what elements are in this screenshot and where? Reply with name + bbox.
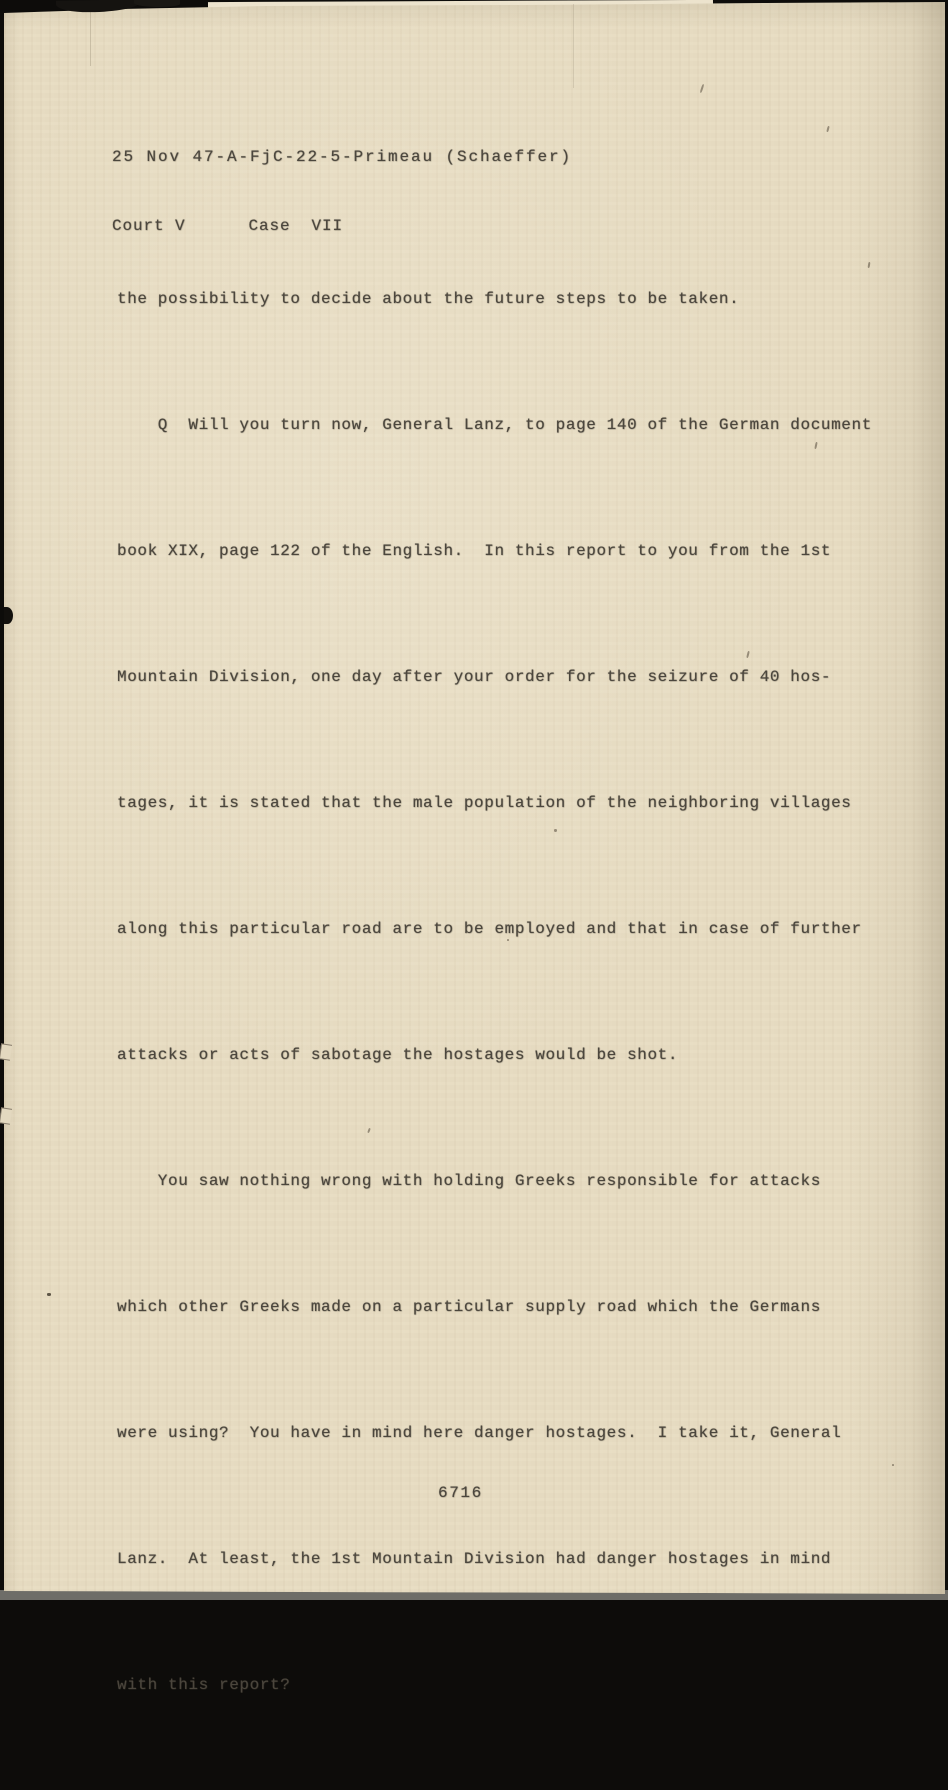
typewritten-line: Mountain Division, one day after your order for the seizure of 40 hos- (117, 668, 832, 686)
transcript-body (117, 194, 872, 1790)
paper-crease (573, 4, 574, 88)
typewritten-line: which other Greeks made on a particular supply road which the Germans (117, 1298, 821, 1316)
typewritten-line: attacks or acts of sabotage the hostages would be shot. (117, 1046, 679, 1064)
scan-artifact-blob (134, 0, 180, 7)
header-court-case-line: Court V Case VII (112, 217, 344, 235)
typewritten-line: Q Will you turn now, General Lanz, to page 140 of the German document (117, 416, 872, 434)
typewritten-line: the possibility to decide about the future steps to be taken. (117, 290, 740, 308)
typewritten-line: Lanz. At least, the 1st Mountain Division had danger hostages in mind (117, 1550, 832, 1568)
typewritten-line: You saw nothing wrong with holding Greeks responsible for attacks (117, 1172, 821, 1190)
ink-speck (892, 1464, 894, 1466)
ink-speck (47, 1293, 51, 1296)
paper-crease (90, 8, 91, 66)
header-citation-line: 25 Nov 47-A-FjC-22-5-Primeau (Schaeffer) (112, 148, 573, 166)
typewritten-line: book XIX, page 122 of the English. In this report to you from the 1st (117, 542, 832, 560)
typewritten-line: were using? You have in mind here danger hostages. I take it, General (117, 1424, 842, 1442)
page-number: 6716 (438, 1484, 483, 1502)
typewritten-line: along this particular road are to be employed and that in case of further (117, 920, 862, 938)
typewritten-line: with this report? (117, 1676, 291, 1694)
typewritten-line: tages, it is stated that the male population of the neighboring villages (117, 794, 852, 812)
